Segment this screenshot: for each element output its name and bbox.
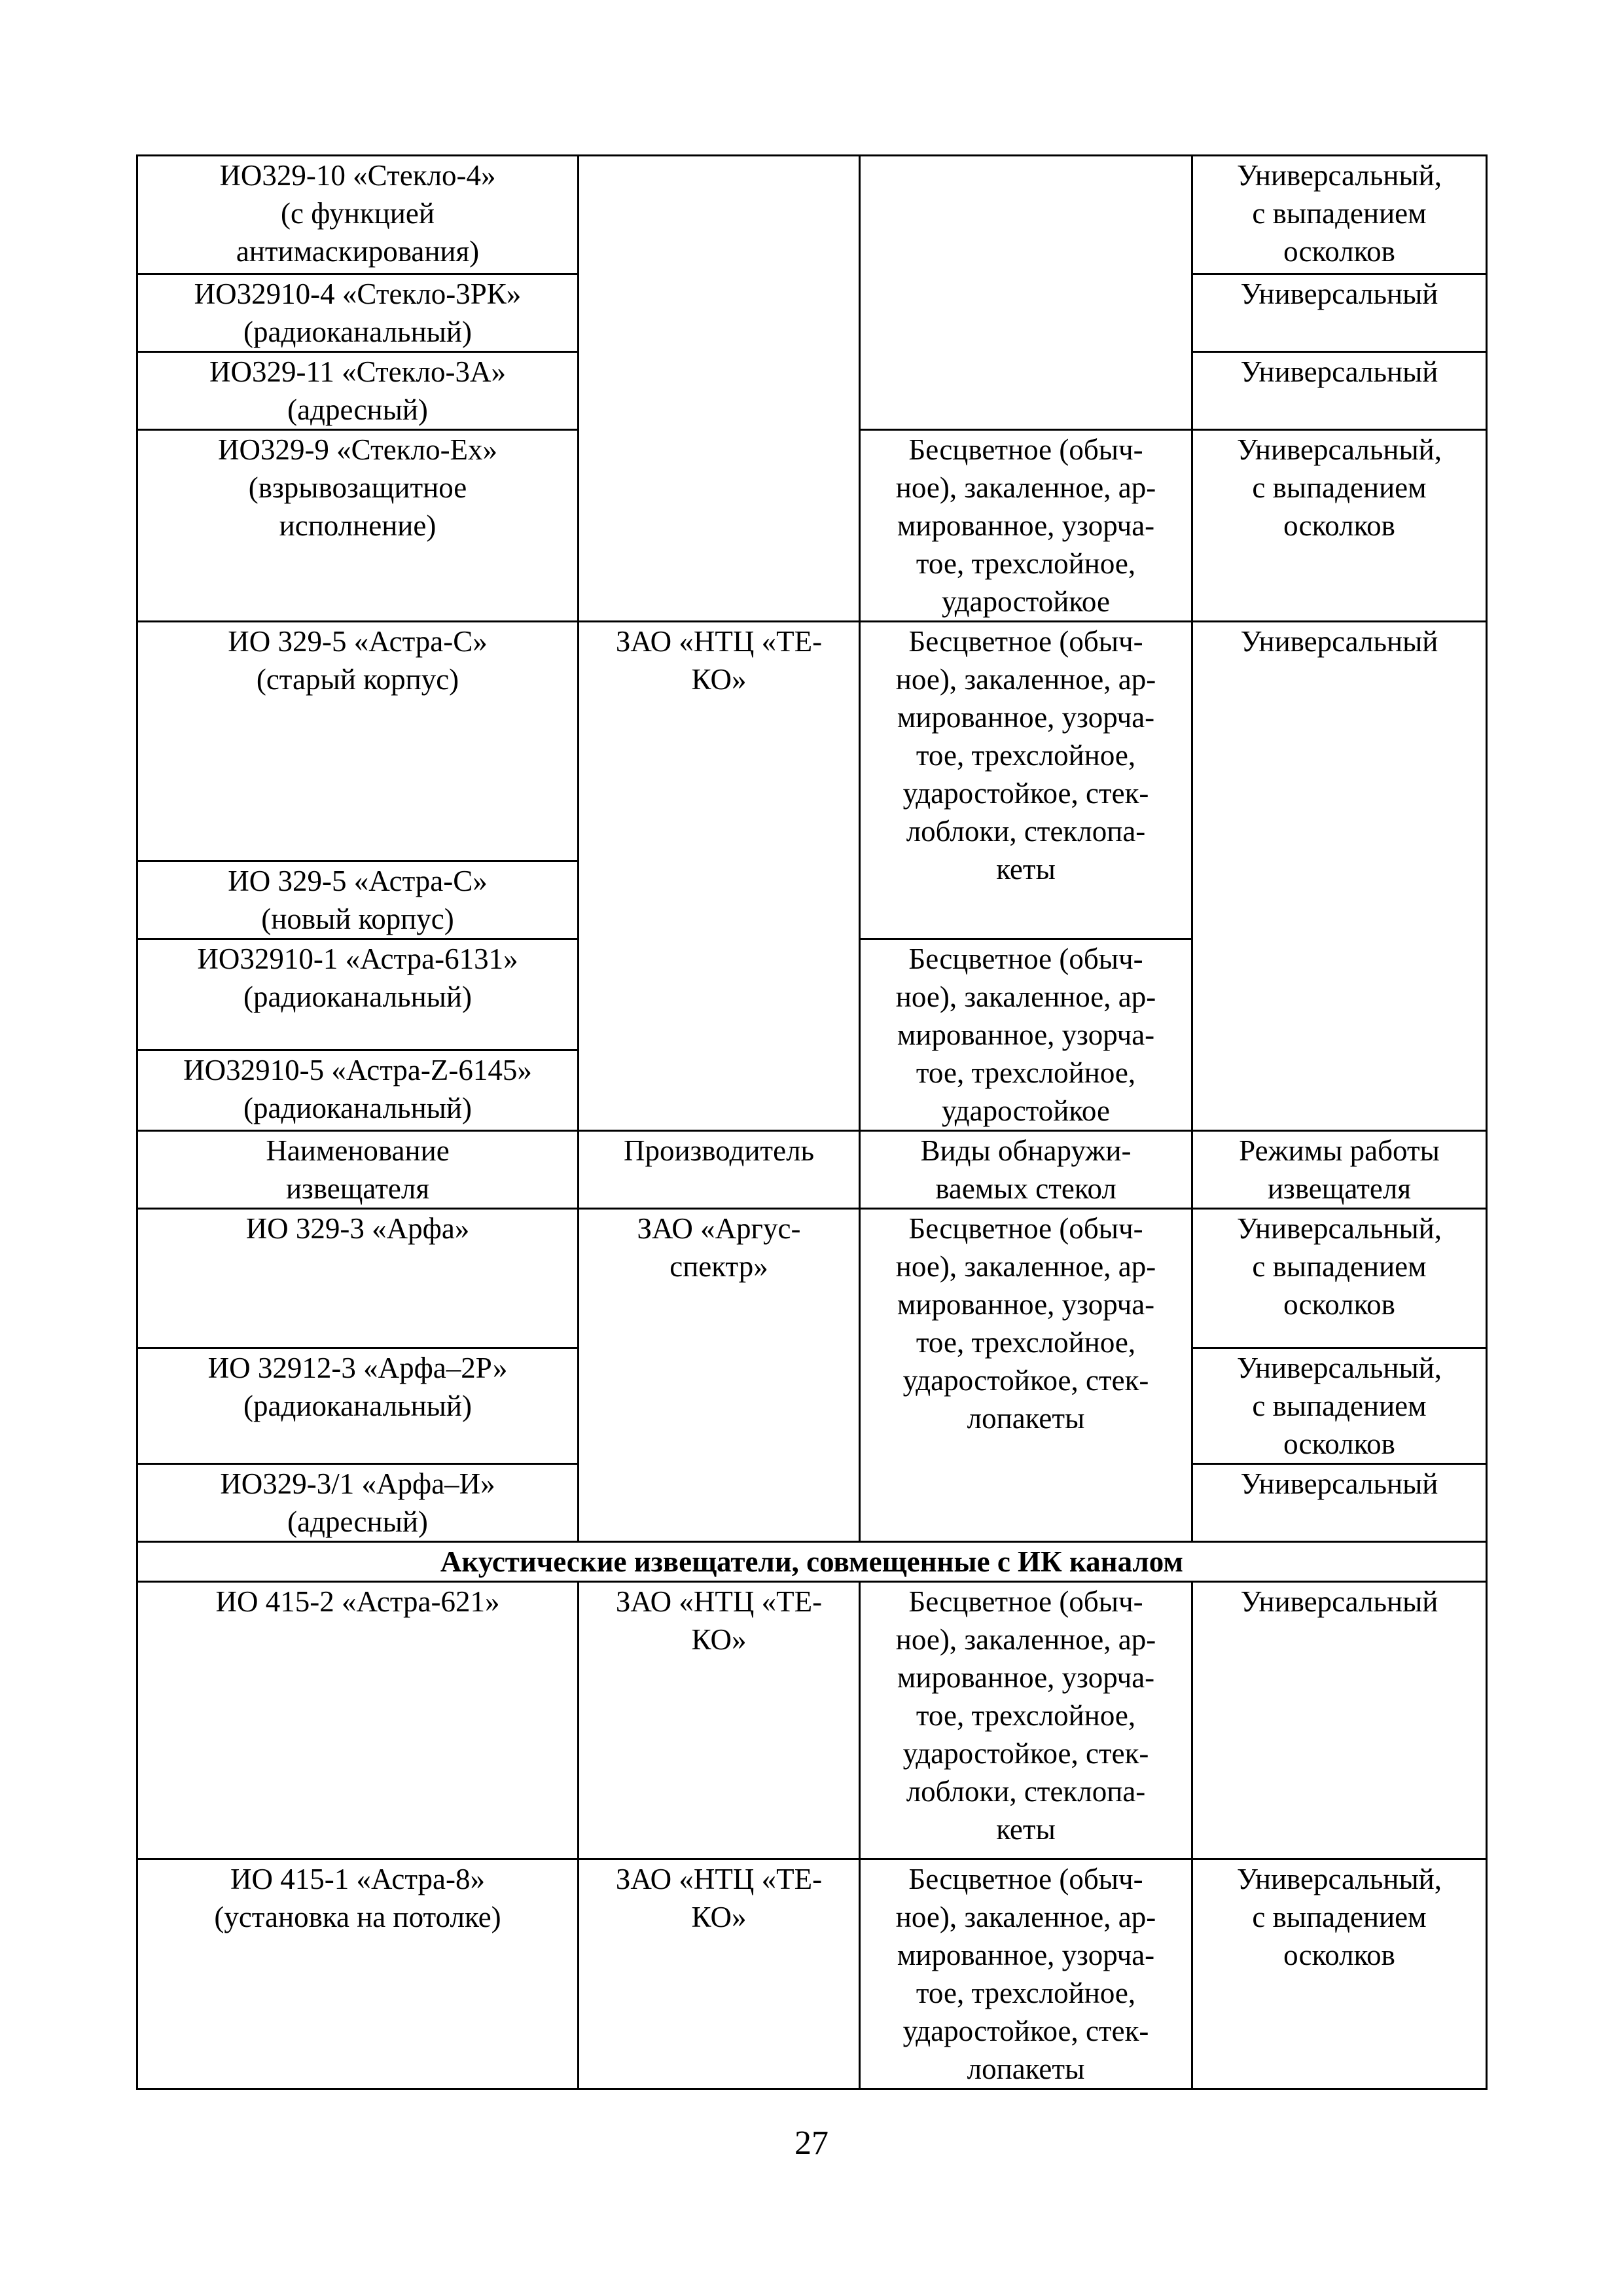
mode-cell: Универсальный (1192, 274, 1487, 352)
manufacturer-cell: ЗАО «НТЦ «ТЕ- КО» (579, 622, 860, 1131)
detector-name-cell: ИО329-10 «Стекло-4» (с функцией антимаскирования) (137, 156, 579, 274)
mode-cell: Универсальный (1192, 352, 1487, 430)
glass-types-cell: Бесцветное (обыч- ное), закаленное, ар- мированное, узорча- тое, трехслойное, ударостойкое, стек- лопакеты (860, 1209, 1192, 1542)
header-glass-cell: Виды обнаружи- ваемых стекол (860, 1131, 1192, 1209)
detector-name-cell: ИО329-3/1 «Арфа–И» (адресный) (137, 1464, 579, 1542)
detector-name-cell: ИО 329-5 «Астра-С» (новый корпус) (137, 861, 579, 939)
detector-name-cell: ИО32910-1 «Астра-6131» (радиоканальный) (137, 939, 579, 1050)
detector-name-cell: ИО 415-2 «Астра-621» (137, 1582, 579, 1859)
detector-name-cell: ИО 329-3 «Арфа» (137, 1209, 579, 1348)
glass-types-cell: Бесцветное (обыч- ное), закаленное, ар- мированное, узорча- тое, трехслойное, ударостойкое, стек- лоблоки, стеклопа- кеты (860, 622, 1192, 939)
mode-cell: Универсальный, с выпадением осколков (1192, 156, 1487, 274)
mode-cell: Универсальный, с выпадением осколков (1192, 1859, 1487, 2089)
section-heading: Акустические извещатели, совмещенные с ИК каналом (137, 1542, 1487, 1582)
detectors-table (136, 154, 1488, 2090)
glass-types-cell: Бесцветное (обыч- ное), закаленное, ар- мированное, узорча- тое, трехслойное, ударостойкое (860, 430, 1192, 622)
mode-cell: Универсальный, с выпадением осколков (1192, 430, 1487, 622)
detector-name-cell: ИО 329-5 «Астра-С» (старый корпус) (137, 622, 579, 861)
header-name-cell: Наименование извещателя (137, 1131, 579, 1209)
glass-types-cell: Бесцветное (обыч- ное), закаленное, ар- мированное, узорча- тое, трехслойное, ударостойкое, стек- лопакеты (860, 1859, 1192, 2089)
detector-name-cell: ИО329-9 «Стекло-Ех» (взрывозащитное исполнение) (137, 430, 579, 622)
manufacturer-cell: ЗАО «Аргус- спектр» (579, 1209, 860, 1542)
detector-name-cell: ИО32910-4 «Стекло-3РК» (радиоканальный) (137, 274, 579, 352)
manufacturer-cell: ЗАО «НТЦ «ТЕ- КО» (579, 1859, 860, 2089)
detector-name-cell: ИО 32912-3 «Арфа–2Р» (радиоканальный) (137, 1348, 579, 1464)
mode-cell: Универсальный (1192, 622, 1487, 1131)
header-maker-cell: Производитель (579, 1131, 860, 1209)
glass-types-cell: Бесцветное (обыч- ное), закаленное, ар- мированное, узорча- тое, трехслойное, ударостойкое, стек- лоблоки, стеклопа- кеты (860, 1582, 1192, 1859)
glass-types-cell: Бесцветное (обыч- ное), закаленное, ар- мированное, узорча- тое, трехслойное, ударостойкое (860, 939, 1192, 1131)
manufacturer-cell (579, 156, 860, 622)
mode-cell: Универсальный (1192, 1582, 1487, 1859)
detector-name-cell: ИО329-11 «Стекло-3А» (адресный) (137, 352, 579, 430)
glass-types-cell (860, 156, 1192, 430)
detector-name-cell: ИО 415-1 «Астра-8» (установка на потолке) (137, 1859, 579, 2089)
mode-cell: Универсальный (1192, 1464, 1487, 1542)
header-mode-cell: Режимы работы извещателя (1192, 1131, 1487, 1209)
detector-name-cell: ИО32910-5 «Астра-Z-6145» (радиоканальный) (137, 1050, 579, 1130)
mode-cell: Универсальный, с выпадением осколков (1192, 1348, 1487, 1464)
manufacturer-cell: ЗАО «НТЦ «ТЕ- КО» (579, 1582, 860, 1859)
page-number: 27 (794, 2125, 829, 2162)
mode-cell: Универсальный, с выпадением осколков (1192, 1209, 1487, 1348)
